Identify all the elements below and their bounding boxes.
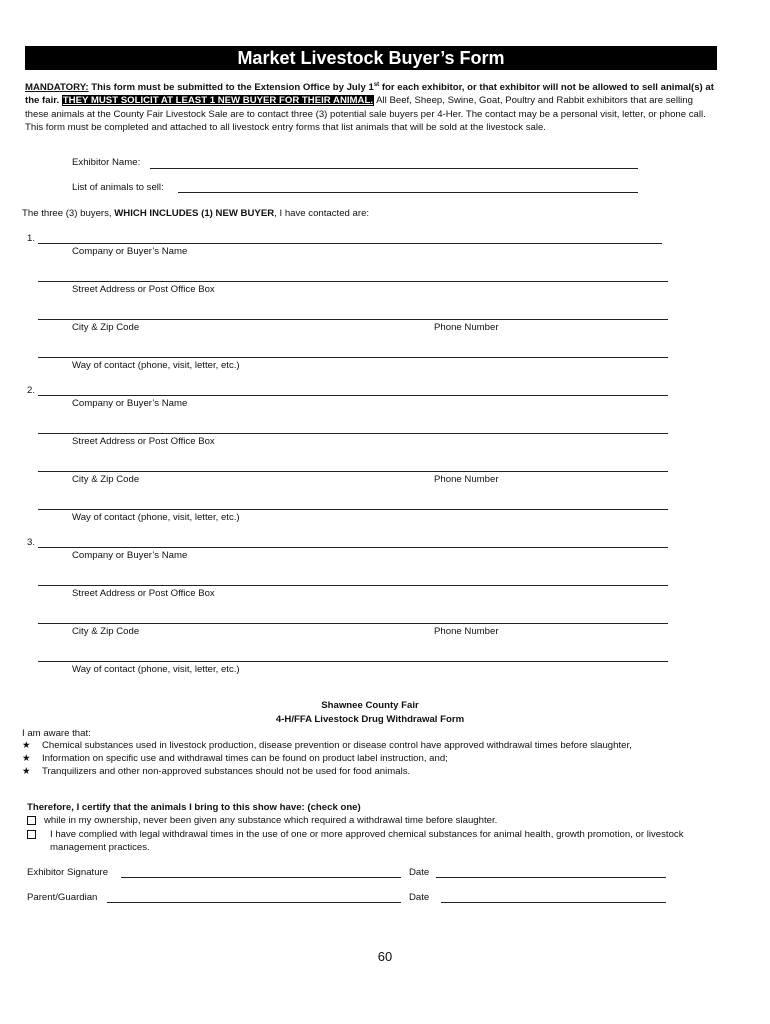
phone-label: Phone Number	[434, 626, 499, 637]
intro-part2: for each exhibitor, or that exhibitor will not be allowed to sell animal(s) at the fair.	[25, 82, 714, 107]
star-icon: ★	[22, 766, 31, 777]
exhibitor-date-field[interactable]	[436, 877, 666, 878]
phone-label: Phone Number	[434, 474, 499, 485]
street-field[interactable]	[38, 281, 668, 282]
contact-field[interactable]	[38, 357, 668, 358]
exhibitor-name-label: Exhibitor Name:	[72, 157, 141, 168]
street-label: Street Address or Post Office Box	[72, 284, 215, 295]
city-phone-field[interactable]	[38, 623, 668, 624]
company-label: Company or Buyer’s Name	[72, 246, 188, 257]
city-label: City & Zip Code	[72, 474, 140, 485]
buyers-intro	[22, 208, 369, 219]
buyers-intro-c: , I have contacted are:	[274, 208, 370, 219]
street-label: Street Address or Post Office Box	[72, 436, 215, 447]
certify-label: Therefore, I certify that the animals I bring to this show have: (check one)	[27, 802, 361, 813]
contact-label: Way of contact (phone, visit, letter, etc.)	[72, 512, 240, 523]
company-label: Company or Buyer’s Name	[72, 550, 188, 561]
option-row	[27, 828, 727, 854]
intro-highlight: THEY MUST SOLICIT AT LEAST 1 NEW BUYER FOR THEIR ANIMAL.	[62, 95, 373, 107]
intro-paragraph	[25, 79, 717, 134]
intro-part1: This form must be submitted to the Extension Office by July 1	[88, 82, 374, 94]
option-checkbox[interactable]	[27, 830, 36, 839]
drug-heading-fair: Shawnee County Fair	[321, 700, 419, 711]
bullet-text: Tranquilizers and other non-approved substances should not be used for food animals.	[42, 766, 411, 777]
option-checkbox[interactable]	[27, 816, 36, 825]
exhibitor-name-field[interactable]	[150, 168, 638, 169]
option-text: I have complied with legal withdrawal times in the use of one or more approved chemical substances for animal health, growth promotion, or livestock management practices.	[50, 829, 684, 853]
option-text: while in my ownership, never been given any substance which required a withdrawal time before slaughter.	[44, 815, 498, 826]
company-field[interactable]	[38, 243, 662, 244]
street-field[interactable]	[38, 585, 668, 586]
contact-field[interactable]	[38, 661, 668, 662]
bullet-item	[22, 740, 632, 751]
company-label: Company or Buyer’s Name	[72, 398, 188, 409]
buyer-number: 2.	[27, 385, 36, 396]
intro-part3: All Beef, Sheep, Swine, Goat, Poultry and Rabbit exhibitors that are selling these animals at the County Fair Livestock Sale are to contact three (3) potential sale buyers per 4-Her. The contact may be a personal visit, letter, or phone call. This form must be completed and attached to all livestock entry forms that list animals that will be sold at the livestock sale.	[25, 95, 706, 133]
city-label: City & Zip Code	[72, 626, 140, 637]
company-field[interactable]	[38, 547, 668, 548]
star-icon: ★	[22, 753, 31, 764]
parent-date-field[interactable]	[441, 902, 666, 903]
contact-field[interactable]	[38, 509, 668, 510]
star-icon: ★	[22, 740, 31, 751]
intro-sup: st	[373, 82, 380, 88]
date-label: Date	[409, 867, 430, 878]
city-label: City & Zip Code	[72, 322, 140, 333]
page-number: 60	[377, 949, 393, 964]
contact-label: Way of contact (phone, visit, letter, etc.)	[72, 664, 240, 675]
phone-label: Phone Number	[434, 322, 499, 333]
street-field[interactable]	[38, 433, 668, 434]
mandatory-label: MANDATORY:	[25, 82, 89, 94]
bullet-text: Information on specific use and withdrawal times can be found on product label instruction, and;	[42, 753, 448, 764]
drug-heading-form: 4-H/FFA Livestock Drug Withdrawal Form	[275, 714, 465, 725]
city-phone-field[interactable]	[38, 471, 668, 472]
parent-signature-field[interactable]	[107, 902, 401, 903]
city-phone-field[interactable]	[38, 319, 668, 320]
option-row	[27, 815, 497, 826]
bullet-text: Chemical substances used in livestock production, disease prevention or disease control have approved withdrawal times before slaughter,	[42, 740, 632, 751]
buyers-intro-b: WHICH INCLUDES (1) NEW BUYER	[114, 208, 275, 219]
form-title: Market Livestock Buyer’s Form	[25, 46, 717, 70]
buyers-intro-a: The three (3) buyers,	[22, 208, 115, 219]
bullet-item	[22, 753, 448, 764]
date-label: Date	[409, 892, 430, 903]
parent-signature-label: Parent/Guardian	[27, 892, 98, 903]
bullet-item	[22, 766, 410, 777]
animals-list-field[interactable]	[178, 192, 638, 193]
exhibitor-signature-label: Exhibitor Signature	[27, 867, 109, 878]
exhibitor-signature-field[interactable]	[121, 877, 401, 878]
buyer-number: 1.	[27, 233, 36, 244]
company-field[interactable]	[38, 395, 668, 396]
street-label: Street Address or Post Office Box	[72, 588, 215, 599]
aware-label: I am aware that:	[22, 728, 91, 739]
animals-list-label: List of animals to sell:	[72, 182, 164, 193]
contact-label: Way of contact (phone, visit, letter, etc.)	[72, 360, 240, 371]
buyer-number: 3.	[27, 537, 36, 548]
